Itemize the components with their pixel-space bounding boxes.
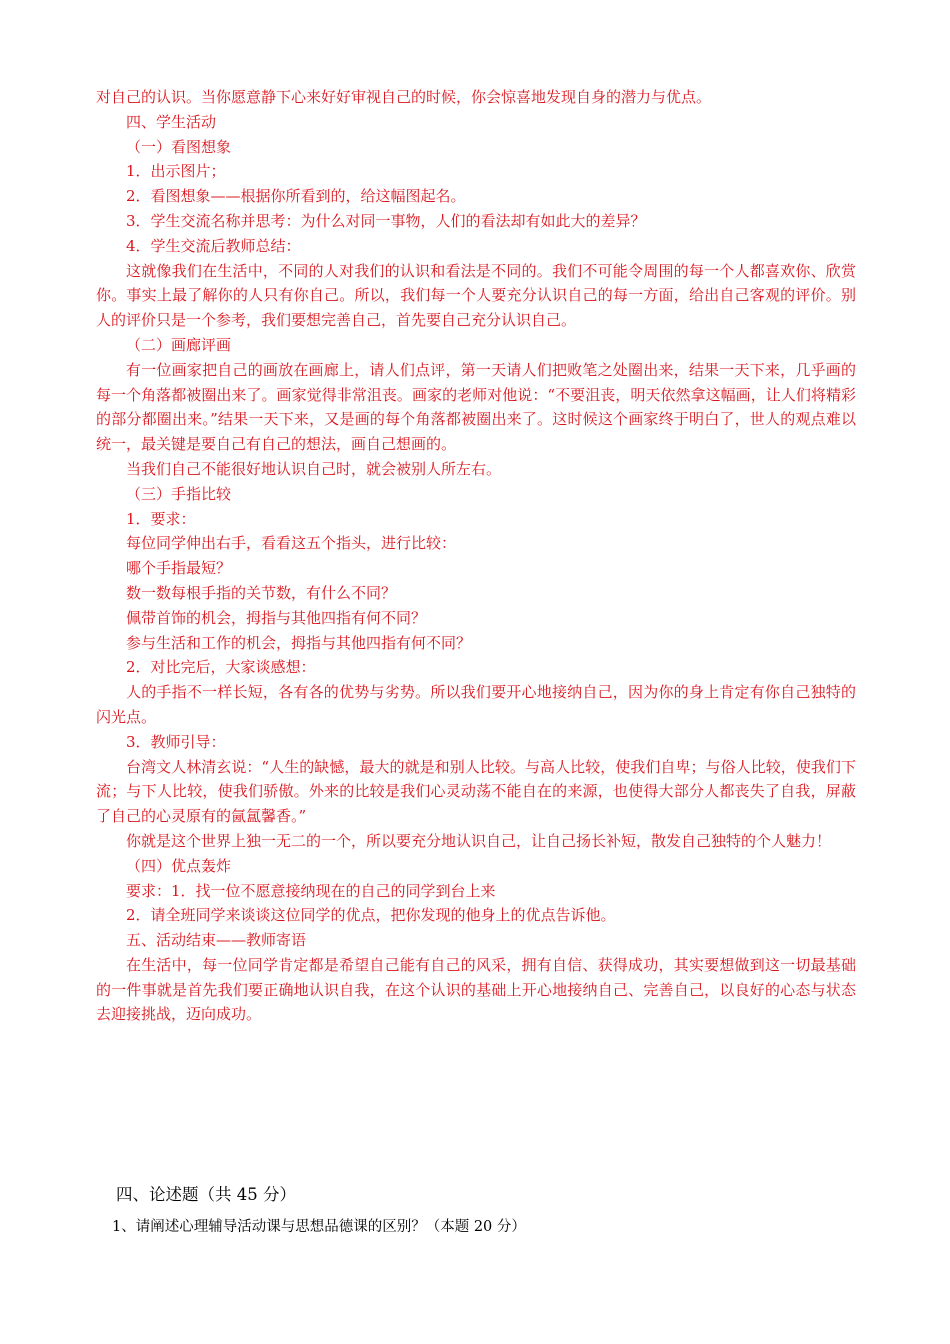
- paragraph: （二）画廊评画: [126, 335, 232, 354]
- paragraph: 1．出示图片；: [126, 162, 226, 181]
- paragraph: 当我们自己不能很好地认识自己时，就会被别人所左右。: [126, 459, 502, 478]
- paragraph: 3．学生交流名称并思考：为什么对同一事物，人们的看法却有如此大的差异？: [126, 211, 646, 230]
- paragraph: 台湾文人林清玄说：“人生的缺憾，最大的就是和别人比较。与高人比较，使我们自卑；与俗人比较，使我们下流；与下人比较，使我们骄傲。外来的比较是我们心灵动荡不能自在的来源，也使得大部分人都丧失了自我，屏蔽了自己的心灵原有的氤氲馨香。”: [96, 757, 856, 826]
- paragraph: 在生活中，每一位同学肯定都是希望自己能有自己的风采，拥有自信、获得成功，其实要想做到这一切最基础的一件事就是首先我们要正确地认识自我，在这个认识的基础上开心地接纳自己、完善自己，以良好的心态与状态去迎接挑战，迈向成功。: [96, 955, 856, 1024]
- paragraph: 佩带首饰的机会，拇指与其他四指有何不同？: [126, 608, 427, 627]
- paragraph: 2．看图想象——根据你所看到的，给这幅图起名。: [126, 187, 466, 206]
- paragraph: 每位同学伸出右手，看看这五个指头，进行比较：: [126, 534, 457, 553]
- paragraph: 五、活动结束——教师寄语: [126, 931, 307, 950]
- paragraph: （一）看图想象: [126, 137, 232, 156]
- paragraph: 参与生活和工作的机会，拇指与其他四指有何不同？: [126, 633, 472, 652]
- paragraph: 3．教师引导：: [126, 732, 226, 751]
- paragraph: 哪个手指最短？: [126, 559, 232, 578]
- paragraph: 2．请全班同学来谈谈这位同学的优点，把你发现的他身上的优点告诉他。: [126, 906, 616, 925]
- question-1: 1、请阐述心理辅导活动课与思想品德课的区别？（本题 20 分）: [112, 1219, 526, 1235]
- document-page: [96, 85, 856, 1235]
- paragraph: （三）手指比较: [126, 484, 232, 503]
- paragraph: 4．学生交流后教师总结：: [126, 236, 301, 255]
- paragraph: 有一位画家把自己的画放在画廊上，请人们点评，第一天请人们把败笔之处圈出来，结果一天下来，几乎画的每一个角落都被圈出来了。画家觉得非常沮丧。画家的老师对他说：“不要沮丧，明天依然拿这幅画，让人们将精彩的部分都圈出来。”结果一天下来，又是画的每个角落都被圈出来了。这时候这个画家终于明白了，世人的观点难以统一，最关键是要自己有自己的想法，画自己想画的。: [96, 360, 856, 454]
- paragraph: 四、学生活动: [126, 112, 217, 131]
- paragraph: 要求：1．找一位不愿意接纳现在的自己的同学到台上来: [126, 881, 496, 900]
- paragraph: （四）优点轰炸: [126, 856, 232, 875]
- paragraph: 数一数每根手指的关节数，有什么不同？: [126, 583, 397, 602]
- essay-section: [96, 1183, 856, 1239]
- paragraph: 这就像我们在生活中，不同的人对我们的认识和看法是不同的。我们不可能令周围的每一个人都喜欢你、欣赏你。事实上最了解你的人只有你自己。所以，我们每一个人要充分认识自己的每一方面，给出自己客观的评价。别人的评价只是一个参考，我们要想完善自己，首先要自己充分认识自己。: [96, 261, 856, 330]
- paragraph: 人的手指不一样长短，各有各的优势与劣势。所以我们要开心地接纳自己，因为你的身上肯定有你自己独特的闪光点。: [96, 683, 856, 726]
- paragraph: 对自己的认识。当你愿意静下心来好好审视自己的时候，你会惊喜地发现自身的潜力与优点。: [96, 88, 712, 106]
- paragraph: 1．要求：: [126, 509, 196, 528]
- section-title: 四、论述题（共 45 分）: [116, 1185, 296, 1204]
- paragraph: 2．对比完后，大家谈感想：: [126, 658, 316, 677]
- lesson-plan-content: [96, 85, 856, 1027]
- paragraph: 你就是这个世界上独一无二的一个，所以要充分地认识自己，让自己扬长补短，散发自己独特的个人魅力！: [126, 831, 832, 850]
